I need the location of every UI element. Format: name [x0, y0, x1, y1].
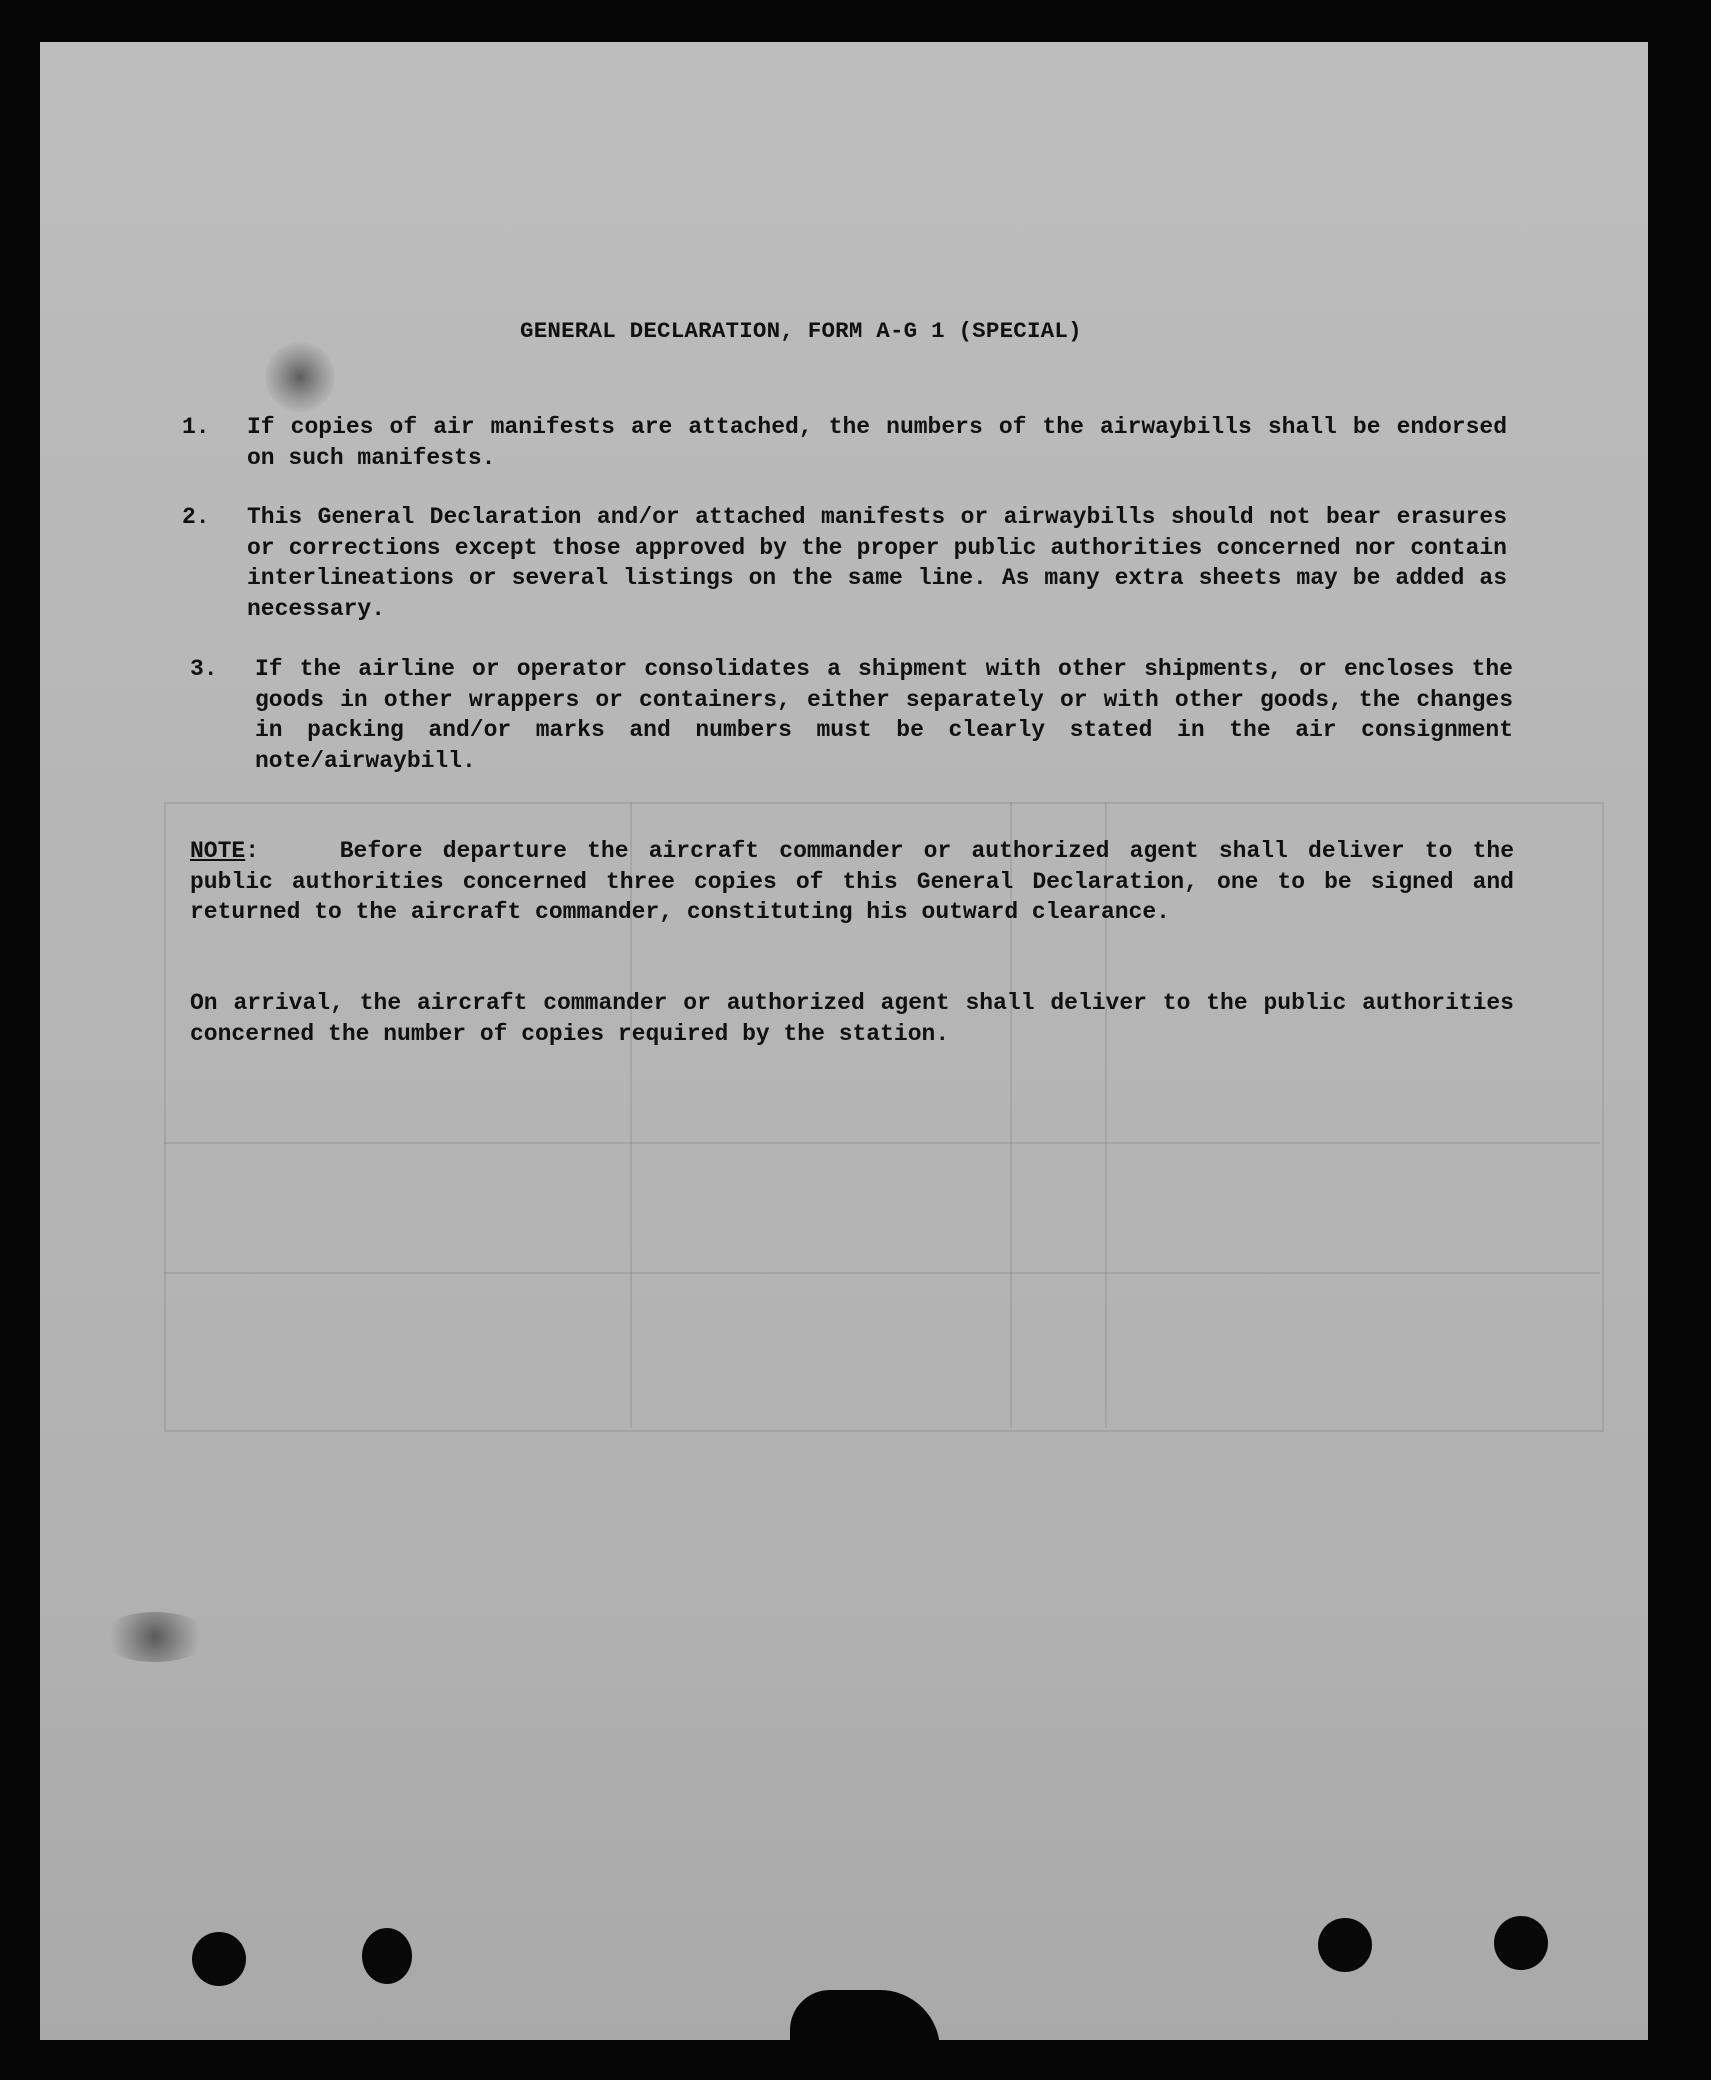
- document-page: [40, 42, 1648, 2040]
- document-title: GENERAL DECLARATION, FORM A-G 1 (SPECIAL): [520, 318, 1082, 344]
- note-paragraph: [190, 836, 1514, 928]
- item-number: 2.: [182, 504, 210, 530]
- punch-hole: [1318, 1918, 1372, 1972]
- show-through-rule: [164, 1142, 1600, 1144]
- punch-hole: [192, 1932, 246, 1986]
- arrival-paragraph: On arrival, the aircraft commander or authorized agent shall deliver to the public authorities concerned the number of copies required by the station.: [190, 990, 1514, 1047]
- note-label: NOTE: [190, 838, 246, 864]
- item-number: 3.: [190, 656, 218, 682]
- ink-smudge: [100, 1612, 210, 1662]
- punch-hole: [1494, 1916, 1548, 1970]
- punch-hole: [362, 1928, 412, 1984]
- item-text: If copies of air manifests are attached, the numbers of the airwaybills shall be endorsed on such manifests.: [247, 414, 1507, 471]
- ink-smudge: [265, 342, 335, 412]
- item-text: This General Declaration and/or attached manifests or airwaybills should not bear erasures or corrections except those approved by the proper public authorities concerned nor contain interlineations or several listings on the same line. As many extra sheets may be added as necessary.: [247, 504, 1507, 622]
- note-colon: :: [245, 838, 260, 864]
- show-through-rule: [164, 1272, 1600, 1274]
- paper-tear: [790, 1990, 940, 2040]
- item-text: If the airline or operator consolidates a shipment with other shipments, or encloses the goods in other wrappers or containers, either separately or with other goods, the changes in packing and/or marks and numbers must be clearly stated in the air consignment note/airwaybill.: [255, 656, 1513, 774]
- item-number: 1.: [182, 414, 210, 440]
- note-text: Before departure the aircraft commander or authorized agent shall deliver to the public authorities concerned three copies of this General Declaration, one to be signed and returned to the aircraft commander, constituting his outward clearance.: [190, 838, 1514, 925]
